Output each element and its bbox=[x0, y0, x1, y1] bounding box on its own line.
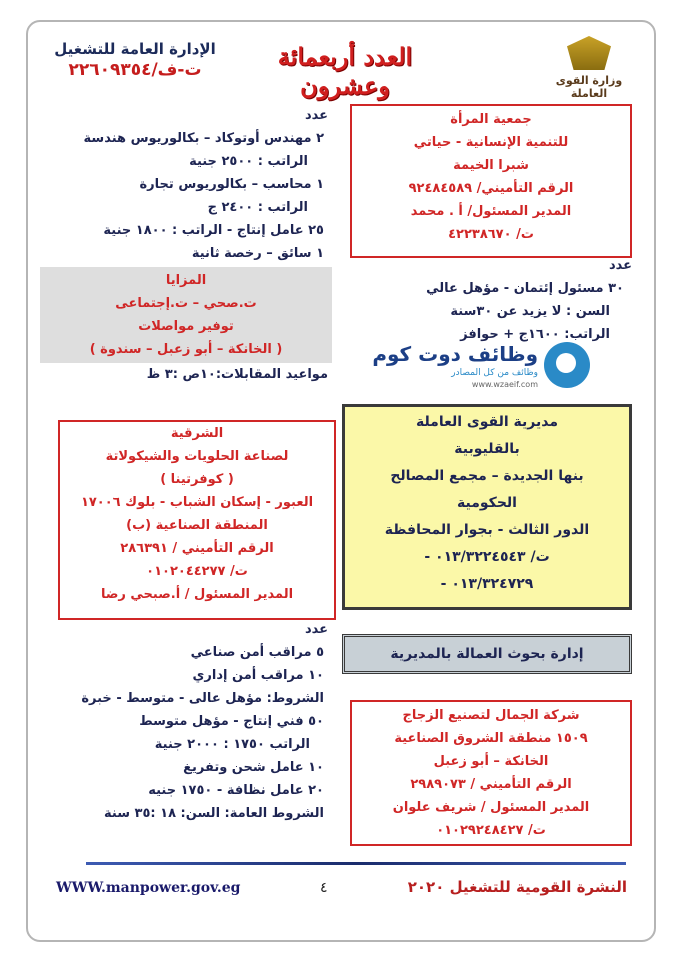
count-label: عدد bbox=[608, 258, 632, 273]
interview-times: مواعيد المقابلات:١٠ص :٣ ظ bbox=[146, 367, 328, 382]
box4-line: المدير المسئول / أ.صبحي رضا bbox=[100, 587, 294, 602]
job-item: الراتب : ٢٥٠٠ جنية bbox=[189, 154, 308, 169]
box4-line: ت/ ٠١٠٢٠٤٤٢٧٧ bbox=[146, 564, 248, 579]
job-item: ١٠ عامل شحن وتفريغ bbox=[183, 760, 324, 775]
box5-line: بنها الجديدة – مجمع المصالح bbox=[390, 468, 584, 484]
jobs-list-women-association bbox=[332, 254, 632, 346]
job-item: ١ سائق – رخصة ثانية bbox=[191, 246, 324, 261]
logo-mark-icon bbox=[544, 342, 590, 388]
jobs-list-left-top bbox=[40, 104, 332, 386]
admin-phone: ت-ف/٢٢٦٠٩٣٥٤ bbox=[68, 60, 202, 80]
employer-box-glass-company bbox=[350, 700, 632, 846]
count-label: عدد bbox=[304, 622, 328, 637]
job-item: ١٠ مراقب أمن إداري bbox=[192, 668, 324, 683]
box5-line: بالقليوبية bbox=[454, 441, 520, 457]
box4-line: الرقم التأميني / ٢٨٦٣٩١ bbox=[120, 541, 274, 556]
job-item: الراتب : ٢٤٠٠ ج bbox=[207, 200, 308, 215]
employer-box-koffertina bbox=[58, 420, 336, 620]
benefit-item: توفير مواصلات bbox=[138, 319, 234, 334]
box5-line: الحكومية bbox=[457, 495, 517, 511]
benefits-section bbox=[40, 267, 332, 363]
directorate-box bbox=[342, 404, 632, 610]
box5-line: الدور الثالث - بجوار المحافظة bbox=[384, 522, 590, 538]
box7-line: المدير المسئول / شريف علوان bbox=[392, 800, 590, 815]
ministry-name: وزارة القوى العاملة bbox=[555, 74, 623, 100]
job-item: ٥٠ فني إنتاج - مؤهل متوسط bbox=[139, 714, 324, 729]
box1-line: جمعية المرأة bbox=[450, 112, 532, 127]
logo-main-text: وظائف دوت كوم bbox=[372, 342, 538, 366]
box4-line: العبور - إسكان الشباب - بلوك ١٧٠٠٦ bbox=[80, 495, 314, 510]
page-number: ٤ bbox=[320, 880, 328, 896]
job-item: الراتب ١٧٥٠ : ٢٠٠٠ جنية bbox=[154, 737, 310, 752]
logo-url-text: www.wzaeif.com bbox=[471, 380, 538, 389]
box7-line: الرقم التأميني / ٢٩٨٩٠٧٣ bbox=[410, 777, 572, 792]
job-item: السن : لا يزيد عن ٣٠سنة bbox=[450, 304, 610, 319]
box5-line: ت/ ٠١٣/٣٢٢٤٥٤٣ - bbox=[424, 549, 550, 565]
box4-line: الشرقية bbox=[170, 426, 224, 441]
box5-line: ٠١٣/٣٢٤٧٢٩ - bbox=[440, 576, 534, 592]
job-item: الراتب: ١٦٠٠ج + حوافز bbox=[460, 327, 610, 342]
box7-line: ١٥٠٩ منطقة الشروق الصناعية bbox=[394, 731, 588, 746]
box4-line: ( كوفرتينا ) bbox=[160, 472, 234, 487]
box1-line: المدير المسئول/ أ . محمد bbox=[410, 204, 572, 219]
job-item: ٥ مراقب أمن صناعي bbox=[190, 645, 324, 660]
benefits-title: المزايا bbox=[165, 273, 207, 288]
box1-line: الرقم التأميني/ ٩٢٤٨٤٥٨٩ bbox=[408, 181, 574, 196]
publication-name: النشرة القومية للتشغيل ٢٠٢٠ bbox=[407, 878, 627, 896]
box4-line: لصناعة الحلويات والشيكولاتة bbox=[105, 449, 289, 464]
box4-line: المنطقة الصناعية (ب) bbox=[126, 518, 268, 533]
count-label: عدد bbox=[304, 108, 328, 123]
employer-box-women-association bbox=[350, 104, 632, 258]
box5-line: مديرية القوى العاملة bbox=[415, 414, 559, 430]
box7-line: ت/ ٠١٠٢٩٢٤٨٤٢٧ bbox=[436, 823, 546, 838]
box7-line: شركة الجمال لتصنيع الزجاج bbox=[402, 708, 580, 723]
box1-line: للتنمية الإنسانية - حياتي bbox=[413, 135, 569, 150]
issue-title: العدد أربعمائة وعشرون bbox=[277, 42, 413, 100]
job-item: ١ محاسب – بكالوريوس تجارة bbox=[139, 177, 324, 192]
box7-line: الخانكة – أبو زعبل bbox=[433, 754, 549, 769]
wazaef-logo bbox=[350, 338, 590, 394]
admin-name: الإدارة العامة للتشغيل bbox=[54, 40, 216, 58]
job-item: الشروط: مؤهل عالى - متوسط - خبرة bbox=[81, 691, 324, 706]
benefit-item: ( الخانكة – أبو زعبل – سندوة ) bbox=[89, 342, 283, 357]
footer-divider bbox=[86, 862, 626, 865]
eagle-emblem-icon bbox=[567, 36, 611, 70]
ministry-header bbox=[539, 36, 639, 100]
benefit-item: ت.صحي – ت.إجتماعى bbox=[115, 296, 257, 311]
job-item: ٢ مهندس أوتوكاد – بكالوريوس هندسة bbox=[83, 131, 324, 146]
logo-sub-text: وظائف من كل المصادر bbox=[451, 368, 538, 378]
box1-line: ت/ ٤٢٢٣٨٦٧٠ bbox=[448, 227, 534, 242]
footer-url[interactable]: WWW.manpower.gov.eg bbox=[56, 880, 241, 896]
job-item: ٢٥ عامل إنتاج - الراتب : ١٨٠٠ جنية bbox=[103, 223, 324, 238]
research-department-label: إدارة بحوث العمالة بالمديرية bbox=[342, 634, 632, 674]
job-item: ٢٠ عامل نظافة - ١٧٥٠ جنيه bbox=[148, 783, 324, 798]
job-item: ٣٠ مسئول إئتمان - مؤهل عالي bbox=[426, 281, 624, 296]
box1-line: شبرا الخيمة bbox=[453, 158, 529, 173]
admin-header bbox=[40, 40, 230, 80]
jobs-list-koffertina bbox=[40, 618, 332, 825]
job-item: الشروط العامة: السن: ١٨ :٣٥ سنة bbox=[104, 806, 324, 821]
